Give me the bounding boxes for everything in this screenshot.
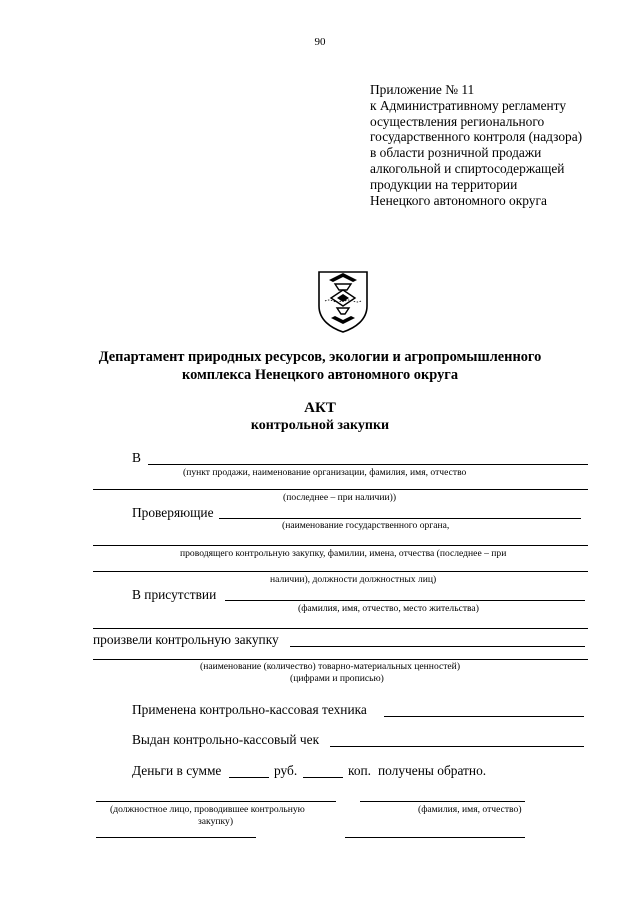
- inspectors-label: Проверяющие: [132, 505, 214, 520]
- appendix-line: алкогольной и спиртосодержащей: [370, 160, 565, 176]
- money-kop-field[interactable]: [303, 777, 343, 778]
- appendix-line: продукции на территории: [370, 176, 518, 192]
- point-of-sale-label: В: [132, 450, 141, 465]
- point-of-sale-caption: (пункт продажи, наименование организации, фамилия, имя, отчество: [183, 467, 467, 478]
- page-number: 90: [314, 36, 326, 48]
- receipt-label: Выдан контрольно-кассовый чек: [132, 732, 320, 747]
- inspectors-field[interactable]: [219, 518, 581, 519]
- purchase-caption: (наименование (количество) товарно-материальных ценностей): [200, 661, 461, 672]
- official-signature-caption-2: закупку): [198, 816, 234, 827]
- inspectors-caption-2: проводящего контрольную закупку, фамилии, имена, отчества (последнее – при: [180, 548, 507, 559]
- money-kop-label: коп.: [348, 763, 372, 778]
- purchase-field-2[interactable]: [93, 659, 588, 660]
- receipt-field[interactable]: [330, 746, 584, 747]
- inspectors-field-2[interactable]: [93, 545, 588, 546]
- money-rub-label: руб.: [274, 763, 298, 778]
- official-signature-field-2[interactable]: [96, 837, 256, 838]
- money-suffix: получены обратно.: [378, 763, 487, 778]
- inspectors-field-3[interactable]: [93, 571, 588, 572]
- document-subtitle: контрольной закупки: [250, 418, 390, 433]
- appendix-line: государственного контроля (надзора): [370, 129, 583, 145]
- official-signature-field[interactable]: [96, 801, 336, 802]
- money-prefix: Деньги в сумме: [132, 763, 222, 778]
- purchase-caption-2: (цифрами и прописью): [290, 673, 384, 684]
- department-line: комплекса Ненецкого автономного округа: [181, 367, 459, 383]
- cash-register-field[interactable]: [384, 716, 584, 717]
- presence-caption: (фамилия, имя, отчество, место жительства): [298, 603, 479, 614]
- cash-register-label: Применена контрольно-кассовая техника: [132, 702, 367, 717]
- inspectors-caption: (наименование государственного органа,: [282, 520, 450, 531]
- document-title: АКТ: [304, 400, 336, 416]
- purchase-label: произвели контрольную закупку: [93, 632, 279, 647]
- money-rub-field[interactable]: [229, 777, 269, 778]
- department-heading: [0, 348, 640, 384]
- inspectors-caption-3: наличии), должности должностных лиц): [270, 574, 437, 585]
- point-of-sale-field-continued[interactable]: [93, 489, 588, 490]
- purchase-field[interactable]: [290, 646, 585, 647]
- appendix-line: к Административному регламенту: [370, 97, 567, 113]
- appendix-line: Приложение № 11: [370, 82, 475, 97]
- name-signature-field-2[interactable]: [345, 837, 525, 838]
- name-signature-caption: (фамилия, имя, отчество): [418, 804, 522, 815]
- appendix-line: Ненецкого автономного округа: [370, 192, 547, 208]
- presence-field-2[interactable]: [93, 628, 588, 629]
- presence-label: В присутствии: [132, 587, 217, 602]
- appendix-line: в области розничной продажи: [370, 145, 542, 161]
- appendix-line: осуществления регионального: [370, 113, 545, 129]
- official-signature-caption: (должностное лицо, проводившее контрольную: [110, 804, 305, 815]
- appendix-block: [370, 82, 582, 208]
- presence-field[interactable]: [225, 600, 585, 601]
- department-line: Департамент природных ресурсов, экологии и агропромышленного: [98, 349, 542, 365]
- point-of-sale-field[interactable]: [148, 464, 588, 465]
- coat-of-arms-icon: [315, 268, 371, 334]
- name-signature-field[interactable]: [360, 801, 525, 802]
- point-of-sale-caption-continued: (последнее – при наличии)): [283, 492, 397, 503]
